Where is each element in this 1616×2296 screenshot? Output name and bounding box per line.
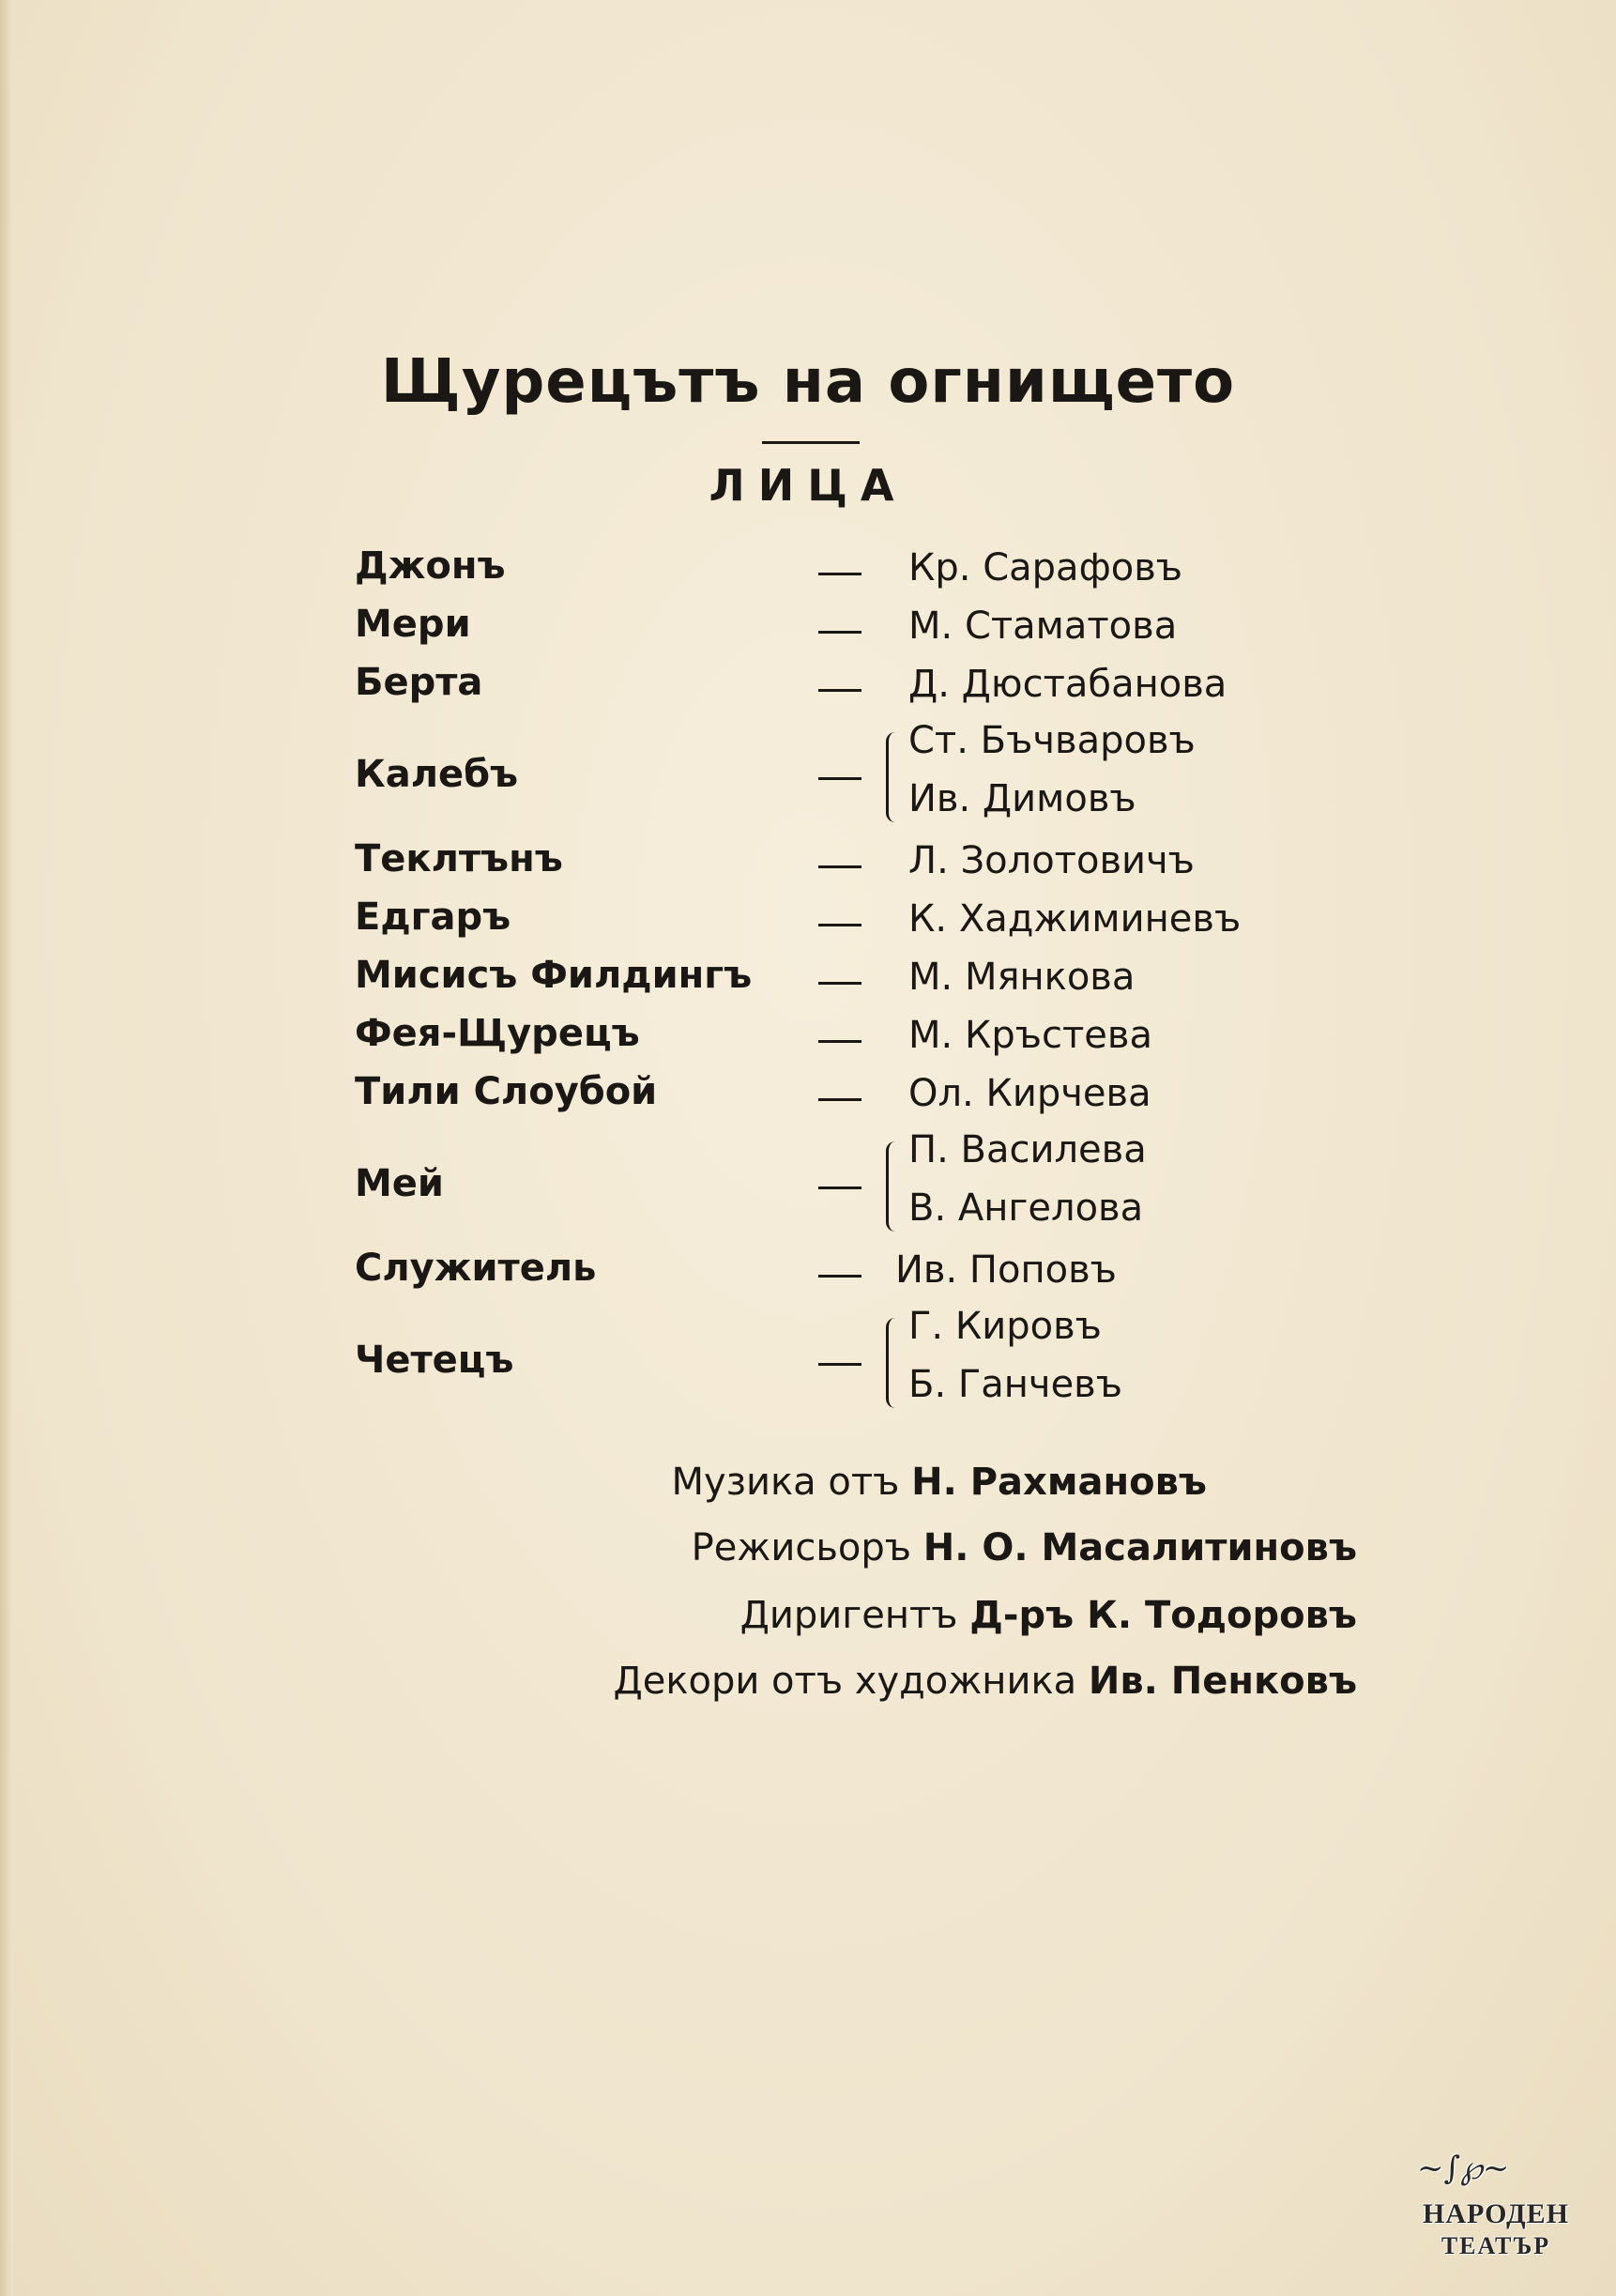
page-edge (0, 0, 13, 2296)
role-name: Теклтънъ (355, 837, 563, 880)
credit-label: Диригентъ (739, 1594, 958, 1637)
role-name: Служитель (355, 1247, 597, 1290)
logo-line-2: ТЕАТЪР (1441, 2232, 1551, 2259)
actor-name: Д. Дюстабанова (908, 663, 1227, 706)
cast-heading: ЛИЦА (709, 460, 907, 511)
credit-person: Д-ръ К. Тодоровъ (969, 1594, 1357, 1637)
credit-person: Ив. Пенковъ (1088, 1660, 1357, 1703)
dash (818, 1186, 861, 1189)
role-name: Берта (355, 661, 483, 704)
actor-name: Г. Кировъ (908, 1305, 1102, 1348)
brace (886, 732, 902, 822)
actor-name: Б. Ганчевъ (908, 1363, 1123, 1406)
actor-name: В. Ангелова (908, 1186, 1144, 1230)
role-name: Мери (355, 603, 471, 646)
credit-label: Режисьоръ (691, 1526, 912, 1569)
actor-name: Ст. Бъчваровъ (908, 719, 1196, 762)
dash (818, 924, 861, 926)
actor-name: М. Стаматова (908, 605, 1178, 648)
brace (886, 1141, 902, 1232)
dash (818, 1275, 861, 1278)
dash (818, 1098, 861, 1101)
actor-name: Л. Золотовичъ (908, 839, 1195, 882)
credit-label: Декори отъ художника (613, 1660, 1077, 1703)
dash (818, 631, 861, 634)
credit-line (692, 1526, 1357, 1569)
actor-name: М. Мянкова (908, 956, 1136, 999)
dash (818, 777, 861, 780)
actor-name: М. Кръстева (908, 1014, 1152, 1057)
role-name: Четецъ (355, 1339, 514, 1382)
actor-name: Кр. Сарафовъ (908, 546, 1183, 589)
credit-line (672, 1461, 1207, 1504)
role-name: Фея-Щурецъ (355, 1012, 640, 1055)
credit-person: Н. Рахмановъ (911, 1461, 1207, 1504)
dash (818, 982, 861, 985)
dash (818, 1363, 861, 1366)
role-name: Джонъ (355, 544, 506, 588)
dash (818, 1040, 861, 1043)
actor-name: П. Василева (908, 1128, 1147, 1171)
theatre-logo (1402, 2150, 1590, 2272)
role-name: Мей (355, 1162, 444, 1205)
role-name: Едгаръ (355, 895, 511, 939)
actor-name: Ив. Димовъ (908, 777, 1136, 820)
credit-person: Н. О. Масалитиновъ (922, 1526, 1357, 1569)
dash (818, 573, 861, 575)
play-title: Щурецътъ на огнището (380, 347, 1236, 417)
logo-signature-icon: ~∫℘~ (1417, 2150, 1510, 2187)
brace (886, 1318, 902, 1408)
dash (818, 689, 861, 692)
credit-label: Музика отъ (671, 1461, 900, 1504)
credit-line (740, 1594, 1357, 1637)
role-name: Калебъ (355, 753, 519, 796)
logo-line-1: НАРОДЕН (1423, 2198, 1569, 2229)
role-name: Тили Слоубой (355, 1070, 658, 1113)
actor-name: Ив. Поповъ (895, 1248, 1117, 1292)
actor-name: К. Хаджиминевъ (908, 897, 1242, 941)
actor-name: Ол. Кирчева (908, 1072, 1151, 1115)
role-name: Мисисъ Филдингъ (355, 954, 753, 997)
credit-line (613, 1660, 1357, 1703)
dash (818, 865, 861, 868)
title-divider (762, 441, 860, 444)
